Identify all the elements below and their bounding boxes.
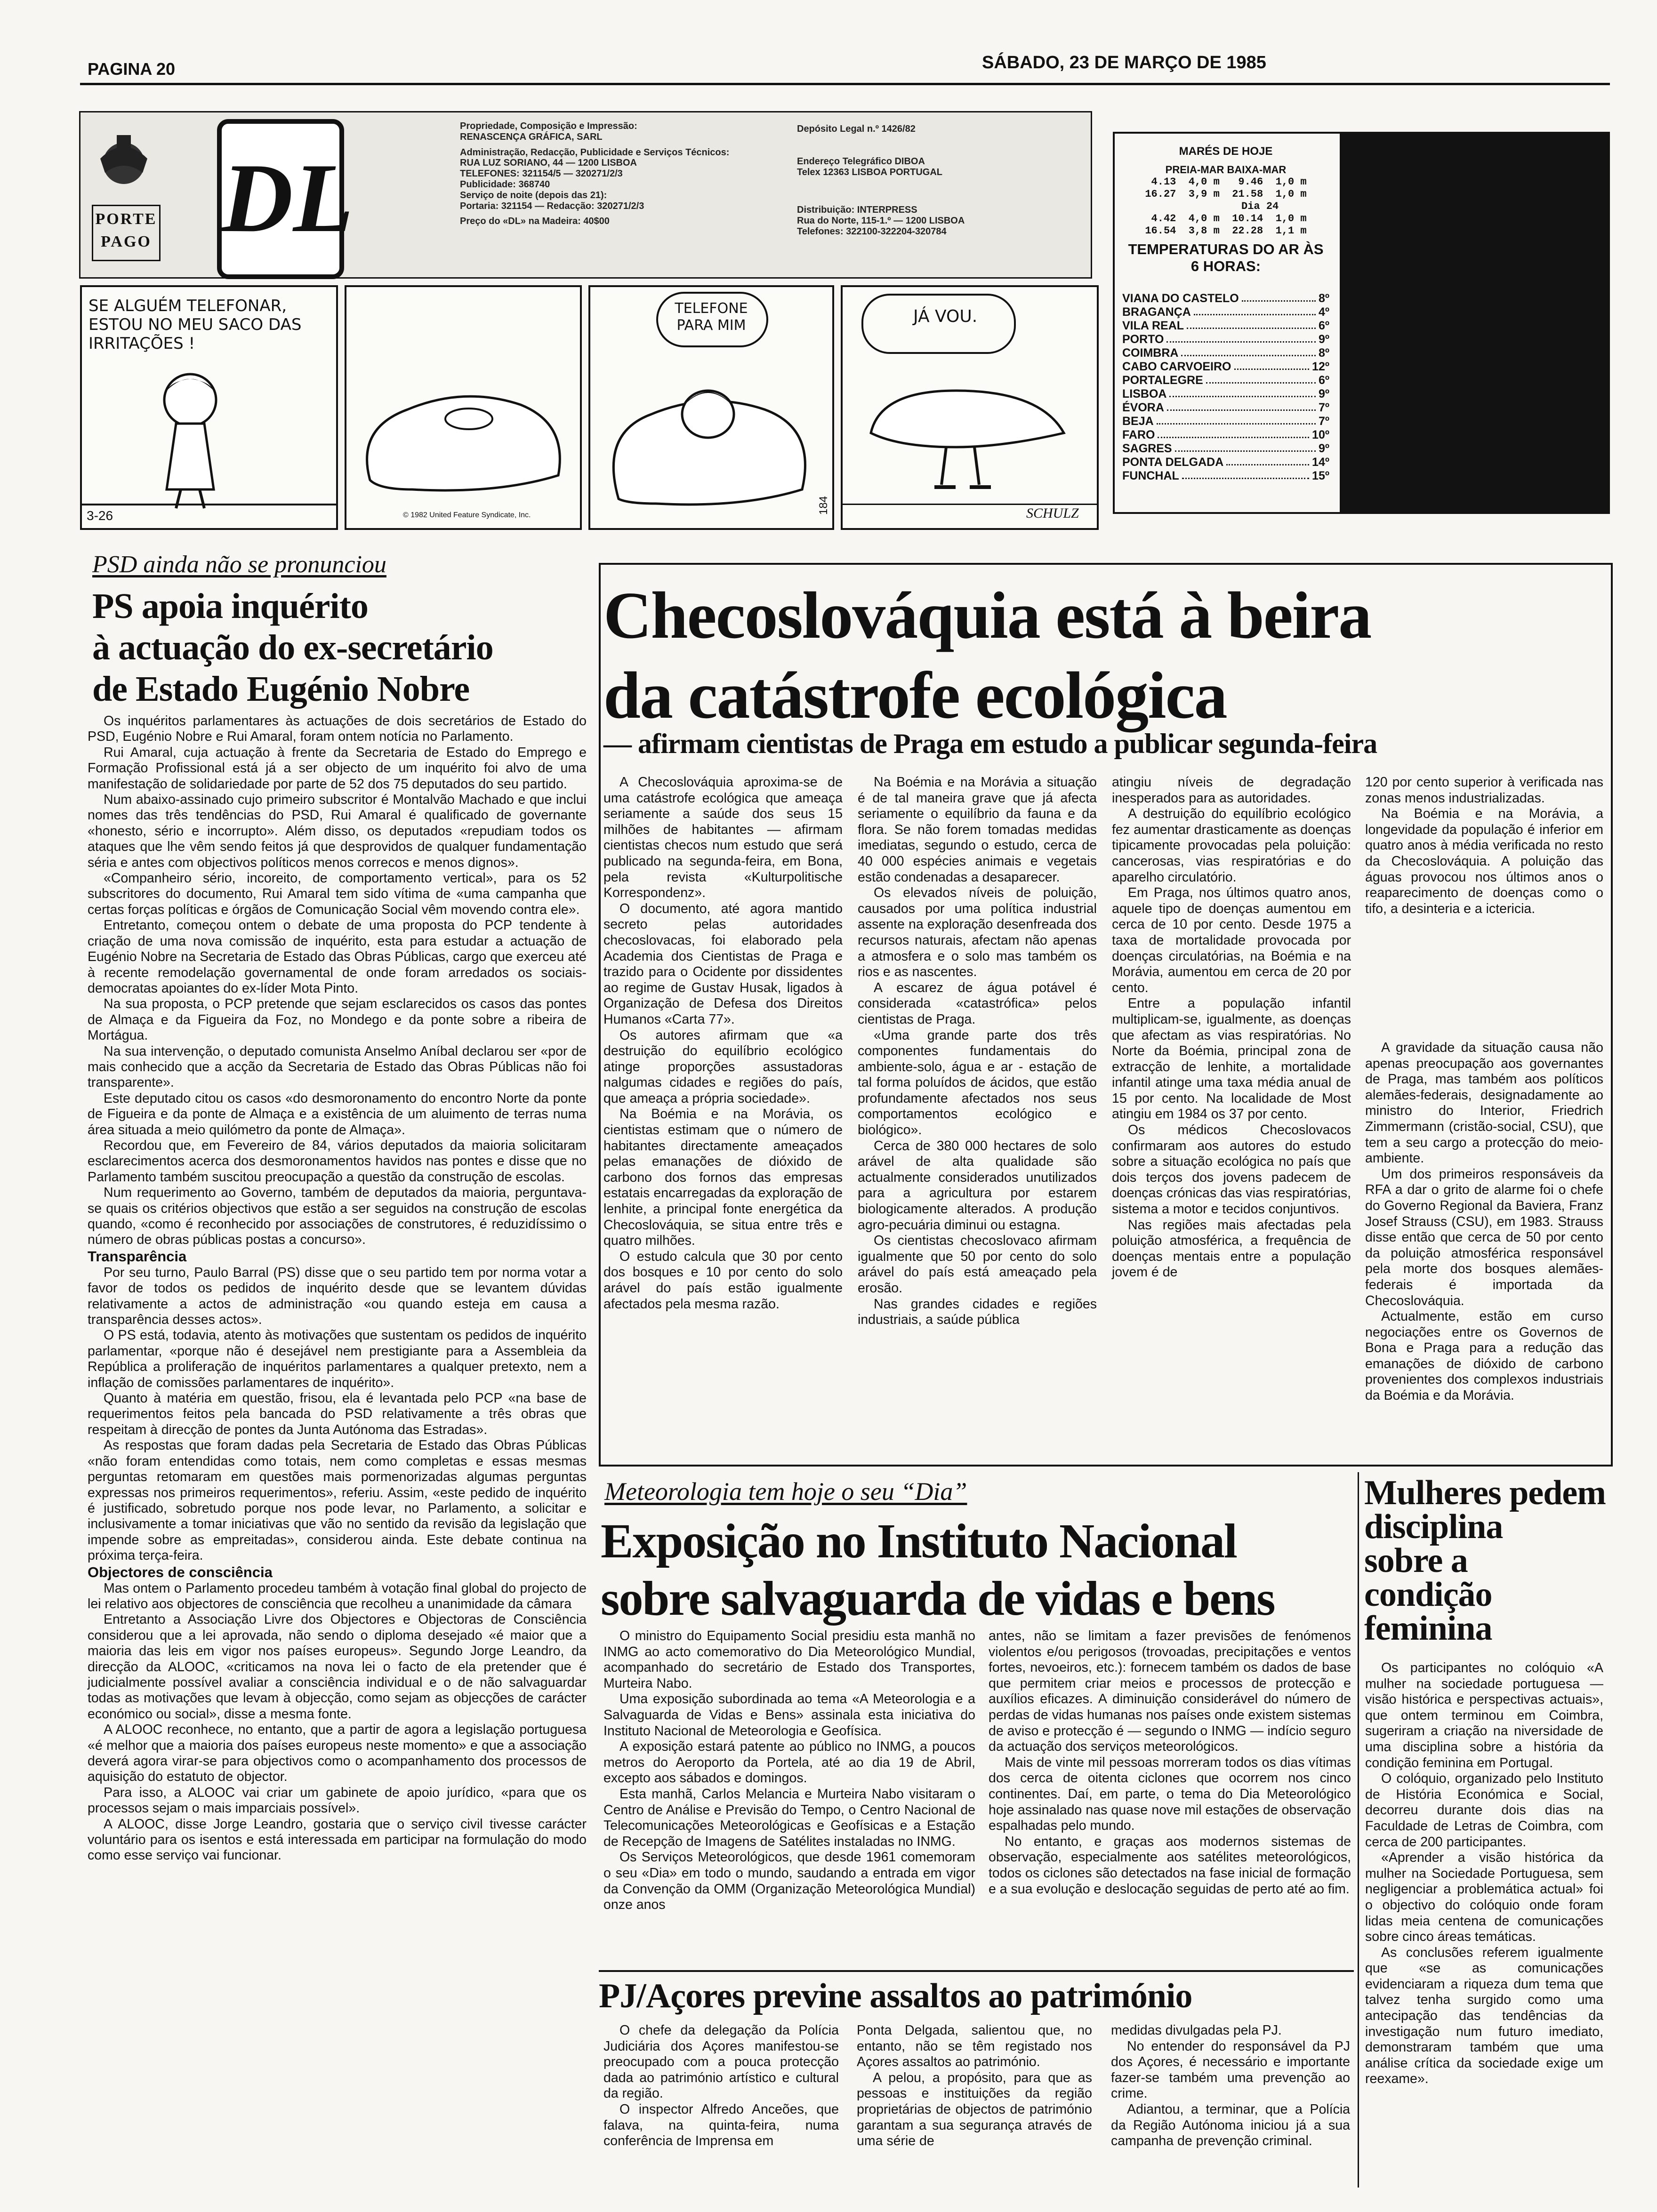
dot-leader [1181, 346, 1316, 356]
czech-col-3: atingiu níveis de degradação inesperados para as autoridades. A destruição do equilíbrio ecológico fez aumentar drasticamente as doenças tipicamente provocadas pela poluição: cancerosas, vias respiratórias e do aparelho circulatório. Em Praga, nos últimos quatro anos, aquele tipo de doenças aumentou em cerca de 10 por cento. Desde 1975 a taxa de mortalidade provocada por doenças circulatórias, na Boémia e na Morávia, aumentou em cerca de 20 por cento. Entre a população infantil multiplicam-se, igualmente, as doenças que afectam as vias respiratórias. No Norte da Boémia, principal zona de extracção de lenhite, a mortalidade infantil atinge uma taxa média anual de 15 por cento. Na localidade de Most atingiu em 1984 os 37 por cento. Os médicos Checoslovacos confirmaram aos autores do estudo sobre a situação ecológica no país que dois terços dos jovens padecem de doenças crónicas das vias respiratórias, sistema a motor e tecidos conjuntivos. Nas regiões mais afectadas pela poluição atmosférica, a frequência de doenças mentais entre a população jovem é de [1112, 775, 1351, 1280]
comic-speech-1: SE ALGUÉM TELEFONAR, ESTOU NO MEU SACO DAS IRRITAÇÕES ! [88, 297, 302, 353]
dot-leader [1182, 469, 1309, 479]
porte-pago-stamp: PORTE PAGO [92, 205, 161, 261]
mulheres-headline: Mulheres pedem disciplina sobre a condição feminina [1364, 1474, 1606, 1648]
comic-date: 3-26 [87, 508, 113, 523]
czech-col-2: Na Boémia e na Morávia a situação é de tal maneira grave que já afecta seriamente o equilíbrio da fauna e da flora. Se não forem tomadas medidas imediatas, segundo o estudo, cerca de 40 000 espécies animais e vegetais estão condenadas a desaparecer. Os elevados níveis de poluição, causados por uma política industrial assente na exploração desenfreada dos recursos naturais, afectam não apenas a atmosfera e o solo mas também os rios e as nascentes. A escarez de água potável é considerada «catastrófica» pelos cientistas de Praga. «Uma grande parte dos três componentes fundamentais do ambiente-solo, água e ar - estação de tal forma poluídos de ácidos, que estão profundamente afectados nos seus comportamentos ecológico e biológico». Cerca de 380 000 hectares de solo arável de alta qualidade são actualmente considerados unutilizados para a agricultura por estarem biologicamente alterados. A produção agro-pecuária diminui ou estagna. Os cientistas checoslovaco afirmam igualmente que 50 por cento do solo arável do país está ameaçado pela erosão. Nas grandes cidades e regiões industriais, a saúde pública [858, 775, 1097, 1328]
temperature-row [1122, 374, 1329, 387]
dot-leader [1194, 305, 1316, 315]
tide-row: 4.42 4,0 m 10.14 1,0 m [1145, 213, 1307, 224]
lucy-in-sack-figure [600, 372, 821, 513]
temperature-value: 6º [1318, 319, 1329, 332]
city-name: COIMBRA [1122, 346, 1179, 360]
ps-headline: PS apoia inquérito à actuação do ex-secretário de Estado Eugénio Nobre [92, 586, 493, 709]
tides-header: PREIA-MAR BAIXA-MAR [1165, 164, 1287, 176]
section-rule [599, 1970, 1354, 1972]
city-name: PORTO [1122, 333, 1164, 346]
pj-col-1: O chefe da delegação da Polícia Judiciária dos Açores manifestou-se preocupado com a pouca protecção dada ao património artístico e cultural da região. O inspector Alfredo Anceões, que falava, na quinta-feira, numa conferência de Imprensa em [603, 2023, 839, 2149]
subhead-objectores: Objectores de consciência [88, 1563, 273, 1580]
temperature-value: 14º [1312, 456, 1329, 469]
temperature-value: 15º [1312, 469, 1329, 482]
temperature-row [1122, 428, 1329, 442]
city-name: VIANA DO CASTELO [1122, 292, 1239, 305]
tide-row: 16.54 3,8 m 22.28 1,1 m [1145, 225, 1307, 237]
black-panel [1342, 132, 1610, 514]
temperature-row [1122, 442, 1329, 456]
dot-leader [1167, 401, 1316, 411]
temperature-value: 9º [1318, 387, 1329, 401]
czech-headline: Checoslováquia está à beira da catástrofe ecológica [603, 578, 1371, 732]
city-name: FARO [1122, 428, 1155, 441]
city-name: BEJA [1122, 415, 1154, 428]
ground-line [843, 504, 1097, 505]
city-name: PONTA DELGADA [1122, 456, 1224, 469]
city-name: VILA REAL [1122, 319, 1184, 332]
tide-row: Dia 24 [1173, 200, 1279, 212]
meteo-col-2: antes, não se limitam a fazer previsões de fenómenos violentos e/ou perigosos (trovoadas, precipitações e ventos fortes, nevoeiros, etc.): fornecem também os dados de base que permitem criar meios e processos de protecção e auxílios eficazes. A diminuição considerável do número de perdas de vidas humanas nos países onde existem sistemas de aviso e protecção é — segundo o INMG — indício seguro da actuação dos serviços meteorológicos. Mais de vinte mil pessoas morreram todos os dias vítimas dos cerca de oitenta ciclones que ocorrem nos cinco continentes. Daí, em parte, o tema do Dia Meteorológico hoje assinalado nas quase nove mil estações de observação espalhadas pelo mundo. No entanto, e graças aos modernos sistemas de observação, especialmente aos satélites meteorológicos, todos os ciclones são detectados na fase inicial de formação e a sua evolução e deslocação seguidas de perto até ao fim. [989, 1628, 1351, 1897]
header-rule [80, 83, 1610, 85]
temperature-value: 7º [1318, 415, 1329, 428]
temperature-value: 9º [1318, 442, 1329, 455]
temperature-row [1122, 387, 1329, 401]
page-number: PAGINA 20 [88, 59, 176, 79]
masthead-info-right: Depósito Legal n.º 1426/82 Endereço Telegráfico DIBOA Telex 12363 LISBOA PORTUGAL Distribuição: INTERPRESS Rua do Norte, 115-1.º — 1200 LISBOA Telefones: 322100-322204-320784 [797, 124, 965, 237]
dot-leader [1166, 333, 1316, 343]
comic-signature: SCHULZ [1026, 505, 1079, 521]
sack-figure [356, 386, 572, 499]
lucy-walking-figure [138, 362, 242, 522]
czech-col-4a: 120 por cento superior à verificada nas zonas menos industrializadas. Na Boémia e na Morávia, a longevidade da população é inferior em quatro anos à média verificada no resto da Checoslováquia. A poluição das águas provocou nos últimos anos o reaparecimento de doenças como o tifo, a desinteria e a ictericia. [1365, 775, 1603, 916]
subhead-transparencia: Transparência [88, 1248, 187, 1265]
temperature-value: 9º [1318, 333, 1329, 346]
masthead [79, 111, 1092, 279]
pj-headline: PJ/Açores previne assaltos ao património [599, 1977, 1192, 2015]
comic-panel-2 [345, 285, 582, 530]
comic-copyright: © 1982 United Feature Syndicate, Inc. [403, 511, 531, 519]
dot-leader [1175, 442, 1316, 452]
temperature-row [1122, 346, 1329, 360]
meteo-kicker: Meteorologia tem hoje o seu “Dia” [604, 1477, 967, 1506]
czech-col-4b: A gravidade da situação causa não apenas preocupação aos governantes de Praga, mas também aos políticos alemães-federais, designadamente ao ministro do Interior, Friedrich Zimmermann (cristão-social, CSU), que tem a seu cargo a protecção do meio-ambiente. Um dos primeiros responsáveis da RFA a dar o grito de alarme foi o chefe do Governo Regional da Baviera, Franz Josef Strauss (CSU), em 1983. Strauss disse então que cerca de 50 por cento da poluição atmosférica responsável pela morte dos bosques alemães-federais é importada da Checoslováquia. Actualmente, estão em curso negociações entre os Governos de Bona e Praga para a redução das emanações de dióxido de carbono provenientes dos complexos industriais da Boémia e da Morávia. [1365, 1040, 1603, 1403]
city-name: BRAGANÇA [1122, 305, 1191, 319]
temperature-value: 8º [1318, 292, 1329, 305]
temperature-row [1122, 360, 1329, 374]
dot-leader [1158, 428, 1309, 438]
meteo-headline: Exposição no Instituto Nacional sobre salvaguarda de vidas e bens [601, 1514, 1275, 1626]
temperature-row [1122, 401, 1329, 415]
dl-logo: DL [217, 119, 344, 279]
weather-box [1113, 132, 1342, 514]
city-name: PORTALEGRE [1122, 374, 1203, 387]
temperature-value: 8º [1318, 346, 1329, 360]
temperature-row [1122, 319, 1329, 333]
dot-leader [1242, 292, 1316, 302]
comic-panel-3: TELEFONE PARA MIM 184 [588, 285, 834, 530]
czech-subhead: — afirmam cientistas de Praga em estudo a publicar segunda-feira [603, 728, 1377, 759]
temperature-value: 6º [1318, 374, 1329, 387]
ground-line [82, 504, 336, 505]
dot-leader [1234, 360, 1310, 370]
mulheres-body: Os participantes no colóquio «A mulher na sociedade portuguesa — visão histórica e perspectivas actuais», que ontem terminou em Coimbra, sugeriram a criação na niversidade de uma disciplina sobre a história da condição feminina em Portugal. O colóquio, organizado pelo Instituto de História Económica e Social, decorreu durante dois dias na Faculdade de Letras de Coimbra, com cerca de 200 participantes. «Aprender a visão histórica da mulher na Sociedade Portuguesa, sem negligenciar a problemática actual» foi o objectivo do colóquio onde foram lidas meia centena de comunicações sobre cinco áreas temáticas. As conclusões referem igualmente que «se as comunicações evidenciaram a riqueza dum tema que talvez tenha surgido como uma antecipação das tendências da investigação num futuro imediato, demonstraram também que uma análise crítica da sociedade exige um reexame». [1365, 1660, 1603, 2087]
city-name: SAGRES [1122, 442, 1172, 455]
tide-row: 16.27 3,9 m 21.58 1,0 m [1145, 188, 1307, 200]
lucy-under-sack-figure [861, 381, 1078, 504]
temps-title: TEMPERATURAS DO AR ÀS 6 HORAS: [1128, 241, 1324, 274]
masthead-info-left: Propriedade, Composição e Impressão: RENASCENÇA GRÁFICA, SARL Administração, Redacção, Publicidade e Serviços Técnicos: RUA LUZ SORIANO, 44 — 1200 LISBOA TELEFONES: 321154/5 — 320271/2/3 Publicidade: 368740 Serviço de noite (depois das 21): Portaria: 321154 — Redacção: 320271/2/3 Preço do «DL» na Madeira: 40$00 [460, 121, 730, 227]
pj-col-2: Ponta Delgada, salientou que, no entanto, não se têm registado nos Açores assaltos ao património. A pelou, a propósito, para que as pessoas e instituições da região proprietárias de objectos de património garantam a sua segurança através de uma série de [857, 2023, 1092, 2149]
temperature-row [1122, 456, 1329, 469]
crest-icon [91, 130, 157, 196]
city-name: LISBOA [1122, 387, 1167, 401]
page-date: SÁBADO, 23 DE MARÇO DE 1985 [982, 53, 1266, 72]
pj-col-3: medidas divulgadas pela PJ. No entender do responsável da PJ dos Açores, é necessário e importante fazer-se também uma prevenção ao crime. Adiantou, a terminar, que a Polícia da Região Autónoma iniciou já a sua campanha de prevenção criminal. [1111, 2023, 1350, 2149]
tides-title: MARÉS DE HOJE [1179, 145, 1273, 158]
city-name: CABO CARVOEIRO [1122, 360, 1231, 373]
czech-col-1: A Checoslováquia aproxima-se de uma catástrofe ecológica que ameaça seriamente a saúde dos seus 15 milhões de habitantes — afirmam cientistas checos num estudo que será publicado na segunda-feira, em Bona, pela revista «Kulturpolitische Korrespondenz». O documento, até agora mantido secreto pelas autoridades checoslovacas, foi elaborado pela Academia dos Cientistas de Praga e trazido para o Ocidente por dissidentes ao regime de Gustav Husak, ligados à Organização de Defesa dos Direitos Humanos «Carta 77». Os autores afirmam que «a destruição do equilíbrio ecológico atinge proporções assustadoras nalgumas cidades e regiões do país, que ameaça a própria sociedade». Na Boémia e na Morávia, os cientistas estimam que o número de habitantes directamente ameaçados pelas emanações de dióxido de carbono dos fornos das empresas estatais encarregadas da exploração de lenhite, a principal fonte energética da Checoslováquia, se situa entre três e quatro milhões. O estudo calcula que 30 por cento dos bosques e 10 por cento do solo arável do país estão igualmente afectados pela mesma razão. [603, 775, 843, 1312]
dot-leader [1187, 319, 1316, 329]
temperature-row [1122, 333, 1329, 346]
temperature-value: 10º [1312, 428, 1329, 441]
tide-row: 4.13 4,0 m 9.46 1,0 m [1145, 176, 1307, 188]
dot-leader [1206, 374, 1316, 384]
temperature-value: 4º [1318, 305, 1329, 319]
city-name: FUNCHAL [1122, 469, 1179, 482]
city-name: ÉVORA [1122, 401, 1164, 414]
dot-leader [1226, 456, 1309, 465]
temperature-row [1122, 415, 1329, 428]
comic-speech-3: TELEFONE PARA MIM [675, 300, 748, 334]
comic-panel-4 [841, 285, 1099, 530]
temperature-value: 12º [1312, 360, 1329, 373]
ps-kicker: PSD ainda não se pronunciou [92, 551, 386, 578]
temperature-row [1122, 469, 1329, 483]
comic-panel-1 [80, 285, 338, 530]
dot-leader [1157, 415, 1316, 425]
temperature-row [1122, 292, 1329, 305]
dot-leader [1169, 387, 1316, 397]
temperature-value: 7º [1318, 401, 1329, 414]
temperature-list [1122, 292, 1329, 483]
column-rule [1358, 1472, 1359, 2188]
meteo-col-1: O ministro do Equipamento Social presidiu esta manhã no INMG ao acto comemorativo do Dia Meteorológico Mundial, acompanhado do secretário de Estado dos Transportes, Murteira Nabo. Uma exposição subordinada ao tema «A Meteorologia e a Salvaguarda de Vidas e Bens» assinala esta iniciativa do Instituto Nacional de Meteorologia e Geofísica. A exposição estará patente ao público no INMG, a poucos metros do Aeroporto da Portela, até ao dia 19 de Abril, excepto aos sábados e domingos. Esta manhã, Carlos Melancia e Murteira Nabo visitaram o Centro de Análise e Previsão do Tempo, o Centro Nacional de Telecomunicações Meteorológicas e Geofísicas e a Estação de Recepção de Imagens de Satélites instaladas no INMG. Os Serviços Meteorológicos, que desde 1961 comemoram o seu «Dia» em todo o mundo, saudando a entrada em vigor da Convenção da OMM (Organização Meteorológica Mundial) onze anos [603, 1628, 975, 1913]
ps-body: Os inquéritos parlamentares às actuações de dois secretários de Estado do PSD, Eugénio Nobre e Rui Amaral, foram ontem notícia no Parlamento. Rui Amaral, cuja actuação à frente da Secretaria de Estado do Emprego e Formação Profissional está já a ser objecto de um inquérito foi alvo de uma manifestação de solidariedade por parte de 52 dos 75 deputados do seu partido. Num abaixo-assinado cujo primeiro subscritor é Montalvão Machado e que inclui nomes das três tendências do PSD, Rui Amaral é qualificado de governante «honesto, sério e incorrupto». Além disso, os deputados «repudiam todos os ataques que lhe vêm sendo feitos já que desprovidos de qualquer fundamentação séria e antes com objectivos políticos menos correcos e menos dignos». «Companheiro sério, incoreito, de comportamento vertical», para os 52 subscritores do documento, Rui Amaral tem sido vítima de «uma campanha que certas forças políticas e órgãos de Comunicação Social vêm movendo contra ele». Entretanto, começou ontem o debate de uma proposta do PCP tendente à criação de uma nova comissão de inquérito, esta para estudar a actuação de Eugénio Nobre na Secretaria de Estado das Obras Públicas, cargo que exerceu até à recente remodelação governamental de onde foram arredados os sociais-democratas apoiantes do ex-líder Mota Pinto. Na sua proposta, o PCP pretende que sejam esclarecidos os casos das pontes de Almaça e da Figueira da Foz, no Mondego e da ponte sobre a ribeira de Mortágua. Na sua intervenção, o deputado comunista Anselmo Aníbal declarou ser «por de mais conhecido que a acção da Secretaria de Estado das Obras Públicas não foi transparente». Este deputado citou os casos «do desmoronamento do encontro Norte da ponte de Figueira e da ponte de Almaça e a existência de um aluimento de terras numa área situada a meio quilómetro da ponte de Almaça». Recordou que, em Fevereiro de 84, vários deputados da maioria solicitaram esclarecimentos acerca dos desmoronamentos havidos nas pontes e disse que no Parlamento também suscitou preocupação a questão da construção de escolas. Num requerimento ao Governo, também de deputados da maioria, perguntava-se quais os critérios objectivos que estão a ser seguidos na construção de escolas quando, «como é reconhecido por associações de construtores, é reduzidíssimo o número de obras públicas postas a concurso». Transparência Por seu turno, Paulo Barral (PS) disse que o seu partido tem por norma votar a favor de todos os pedidos de inquérito desde que se levantem dúvidas relativamente a actos de administração «ou quando esteja em causa a transparência desses actos». O PS está, todavia, atento às motivações que sustentam os pedidos de inquérito parlamentar, «porque não é desejável nem prestigiante para a Assembleia da República a proliferação de inquéritos parlamentares a qualquer pretexto, nem a inflação de comissões parlamentares de inquérito». Quanto à matéria em questão, frisou, ela é levantada pelo PCP «na base de requerimentos feitos pela bancada do PSD relativamente a três obras que respeitam à direcção de pontes da Junta Autónoma das Estradas». As respostas que foram dadas pela Secretaria de Estado das Obras Públicas «não foram entendidas como totais, nem como completas e essas mesmas perguntas retomaram em questões mais pormenorizadas algumas perguntas expressas nos primeiros requerimentos», referiu. Assim, «este pedido de inquérito é justificado, sobretudo porque nos pode levar, no Parlamento, a solicitar e inclusivamente a tomar iniciativas que vão no sentido da revisão da legislação que impende sobre as empreitadas», considerou ainda. Este debate continua na próxima terça-feira. Objectores de consciência Mas ontem o Parlamento procedeu também à votação final global do projecto de lei relativo aos objectores de consciência que recolheu a unanimidade da câmara Entretanto a Associação Livre dos Objectores e Objectoras de Consciência considerou que a lei aprovada, não sendo o diploma desejado «é maior que a maioria das leis em vigor nos países europeus». Segundo Jorge Leandro, da direcção da ALOOC, «criticamos na nova lei o facto de ela pretender que é judicialmente possível avaliar a consciência individual e o de não salvaguardar todas as motivações que levam à objecção, como sejam as objecções de carácter económico ou social», disse a mesma fonte. A ALOOC reconhece, no entanto, que a partir de agora a legislação portuguesa «é melhor que a maioria dos países europeus neste momento» e que a associação deverá agora virar-se para objectivos como o acompanhamento dos processos de aquisição do estatuto de objector. Para isso, a ALOOC vai criar um gabinete de apoio jurídico, «para que os processos sejam o mais imparciais possível». A ALOOC, disse Jorge Leandro, gostaria que o serviço civil tivesse carácter voluntário para os isentos e está interessada em participar na formulação do modo como esse serviço vai funcionar. [88, 713, 587, 1863]
temperature-row [1122, 305, 1329, 319]
comic-speech-4: JÁ VOU. [913, 307, 978, 326]
